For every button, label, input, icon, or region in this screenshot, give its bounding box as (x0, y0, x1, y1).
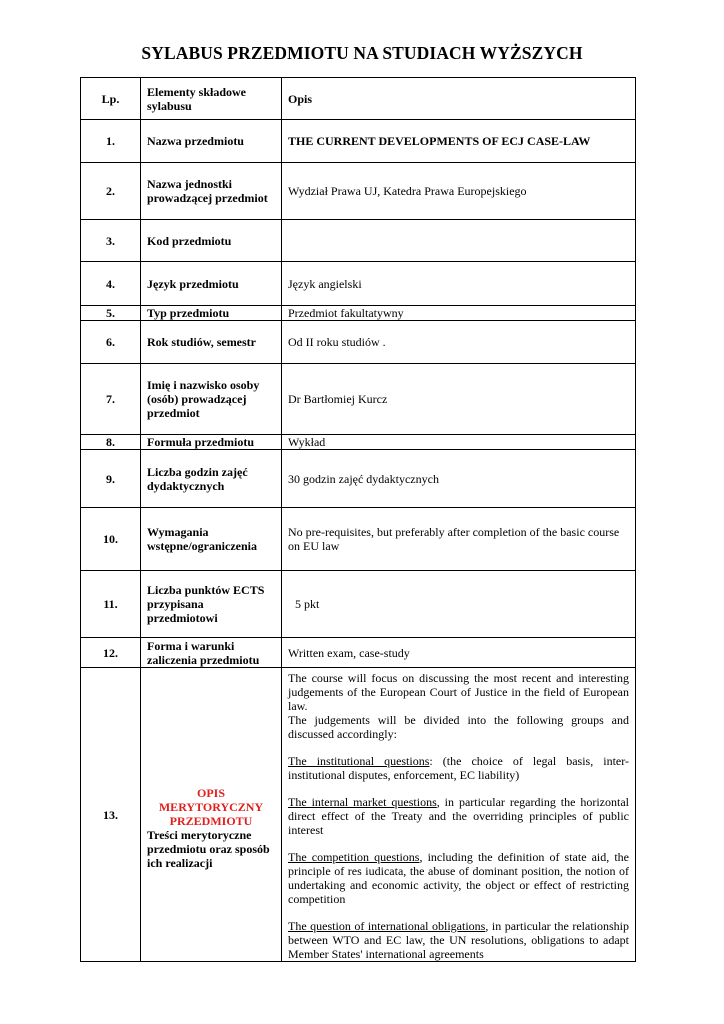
row-number: 3. (81, 220, 141, 262)
row-label: Liczba godzin zajęć dydaktycznych (141, 450, 282, 508)
row-number: 6. (81, 321, 141, 364)
table-row (81, 220, 636, 262)
row-label (141, 668, 282, 962)
row-value: No pre-requisites, but preferably after completion of the basic course on EU law (282, 508, 636, 571)
row-value: Język angielski (282, 262, 636, 306)
row-value: Od II roku studiów . (282, 321, 636, 364)
row-label-text: Treści merytoryczne przedmiotu oraz sposób ich realizacji (147, 827, 270, 870)
row-value: 30 godzin zajęć dydaktycznych (282, 450, 636, 508)
header-lp: Lp. (81, 78, 141, 120)
table-row (81, 435, 636, 450)
description-group (288, 754, 629, 782)
table-row (81, 638, 636, 668)
row-label: Wymagania wstępne/ograniczenia (141, 508, 282, 571)
group-title: The question of international obligations (288, 919, 486, 933)
row-value: Wydział Prawa UJ, Katedra Prawa Europejskiego (282, 163, 636, 220)
group-title: The internal market questions (288, 795, 437, 809)
description-group (288, 795, 629, 837)
row-label: Rok studiów, semestr (141, 321, 282, 364)
row-value: Przedmiot fakultatywny (282, 306, 636, 321)
description-intro: The course will focus on discussing the most recent and interesting judgements of the European Court of Justice in the field of European law. (288, 671, 629, 713)
row-number: 1. (81, 120, 141, 163)
table-row (81, 262, 636, 306)
group-title: The institutional questions (288, 754, 430, 768)
group-text: , in particular the relationship between WTO and EC law, the UN resolutions, obligations to adapt Member States' international agreements (288, 919, 630, 961)
description-intro-2: The judgements will be divided into the following groups and discussed accordingly: (288, 713, 629, 741)
row-number: 8. (81, 435, 141, 450)
row-label: Formuła przedmiotu (141, 435, 282, 450)
row-value: Written exam, case-study (282, 638, 636, 668)
table-row (81, 571, 636, 638)
table-row (81, 364, 636, 435)
row-label: Język przedmiotu (141, 262, 282, 306)
row-value: Dr Bartłomiej Kurcz (282, 364, 636, 435)
table-row (81, 668, 636, 962)
row-label: Typ przedmiotu (141, 306, 282, 321)
row-number: 7. (81, 364, 141, 435)
row-label: Forma i warunki zaliczenia przedmiotu (141, 638, 282, 668)
row-value: 5 pkt (282, 571, 636, 638)
header-opis: Opis (282, 78, 636, 120)
group-text: : (the choice of legal basis, inter-institutional disputes, enforcement, EC liability) (288, 754, 629, 782)
row-number: 9. (81, 450, 141, 508)
row-number: 5. (81, 306, 141, 321)
row-label: Nazwa przedmiotu (141, 120, 282, 163)
table-row (81, 508, 636, 571)
page-title: SYLABUS PRZEDMIOTU NA STUDIACH WYŻSZYCH (141, 43, 583, 63)
header-elements: Elementy składowe sylabusu (141, 78, 282, 120)
table-row (81, 163, 636, 220)
row-label: Kod przedmiotu (141, 220, 282, 262)
table-row (81, 450, 636, 508)
description-group (288, 850, 629, 906)
row-number: 11. (81, 571, 141, 638)
row-number: 4. (81, 262, 141, 306)
row-number: 10. (81, 508, 141, 571)
row-number: 2. (81, 163, 141, 220)
table-row (81, 321, 636, 364)
course-description (282, 668, 636, 962)
row-label: Nazwa jednostki prowadzącej przedmiot (141, 163, 282, 220)
group-text: , including the definition of state aid, the principle of res iudicata, the abuse of dominant position, the notion of undertaking and economic activity, the object or effect of restricting competition (288, 850, 630, 906)
row-label: Liczba punktów ECTS przypisana przedmiotowi (141, 571, 282, 638)
row-value: Wykład (282, 435, 636, 450)
row-number: 12. (81, 638, 141, 668)
row-label: Imię i nazwisko osoby (osób) prowadzącej przedmiot (141, 364, 282, 435)
row-number: 13. (81, 668, 141, 962)
group-text: , in particular regarding the horizontal direct effect of the Treaty and the overriding principles of public interest (288, 795, 629, 837)
syllabus-table (80, 77, 636, 962)
group-title: The competition questions (288, 850, 420, 864)
course-name: THE CURRENT DEVELOPMENTS OF ECJ CASE-LAW (282, 120, 636, 163)
table-row (81, 120, 636, 163)
table-row (81, 306, 636, 321)
table-header-row (81, 78, 636, 120)
red-heading: OPIS MERYTORYCZNY PRZEDMIOTU (158, 785, 264, 828)
description-group (288, 919, 629, 961)
row-value (282, 220, 636, 262)
